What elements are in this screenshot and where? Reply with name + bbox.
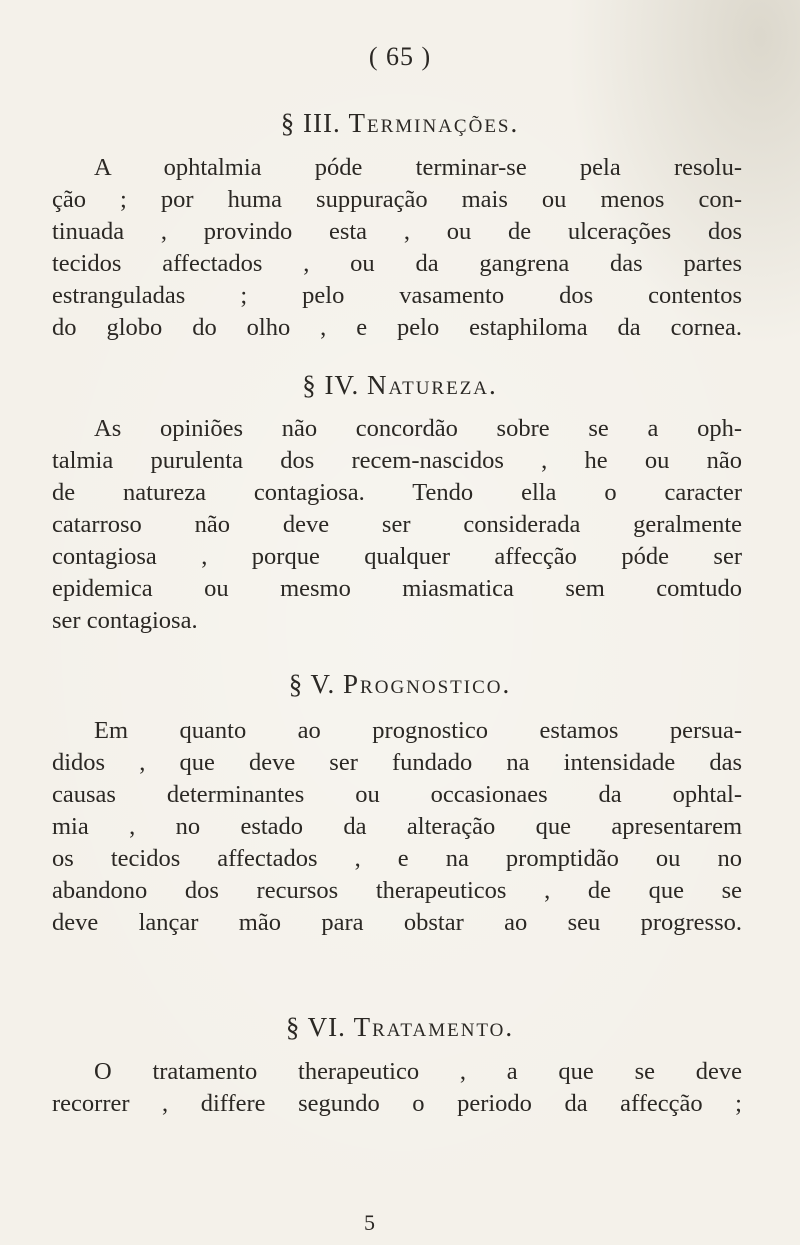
section-number: § IV. <box>302 370 360 400</box>
text-line: ção ; por huma suppuração mais ou menos con- <box>52 186 742 213</box>
section-heading-tratamento <box>0 1012 800 1043</box>
text-line: ser contagiosa. <box>52 607 198 634</box>
text-line: mia , no estado da alteração que apresentarem <box>52 813 742 840</box>
text-line: O tratamento therapeutico , a que se deve <box>94 1058 742 1085</box>
text-line: tinuada , provindo esta , ou de ulcerações dos <box>52 218 742 245</box>
text-line: epidemica ou mesmo miasmatica sem comtudo <box>52 575 742 602</box>
section-heading-natureza <box>0 370 800 401</box>
text-line: recorrer , differe segundo o periodo da affecção ; <box>52 1090 742 1117</box>
section-title: Prognostico. <box>343 669 512 699</box>
text-line: abandono dos recursos therapeuticos , de que se <box>52 877 742 904</box>
section-number: § V. <box>288 669 336 699</box>
text-line: As opiniões não concordão sobre se a oph- <box>94 415 742 442</box>
text-line: talmia purulenta dos recem-nascidos , he ou não <box>52 447 742 474</box>
section-title: Tratamento. <box>353 1012 515 1042</box>
section-heading-prognostico <box>0 669 800 700</box>
text-line: deve lançar mão para obstar ao seu progresso. <box>52 909 742 936</box>
text-line: estranguladas ; pelo vasamento dos contentos <box>52 282 742 309</box>
text-line: do globo do olho , e pelo estaphiloma da cornea. <box>52 314 742 341</box>
section-heading-terminacoes <box>0 108 800 139</box>
text-line: A ophtalmia póde terminar-se pela resolu- <box>94 154 742 181</box>
paragraph-natureza <box>52 413 742 637</box>
text-line: catarroso não deve ser considerada geralmente <box>52 511 742 538</box>
signature-mark: 5 <box>364 1210 375 1235</box>
section-number: § III. <box>280 108 341 138</box>
text-line: didos , que deve ser fundado na intensidade das <box>52 749 742 776</box>
text-line: os tecidos affectados , e na promptidão ou no <box>52 845 742 872</box>
paragraph-terminacoes <box>52 152 742 344</box>
section-title: Natureza. <box>366 370 498 400</box>
page-number: ( 65 ) <box>368 42 432 71</box>
paragraph-tratamento <box>52 1056 742 1120</box>
section-title: Terminações. <box>348 108 520 138</box>
section-number: § VI. <box>285 1012 346 1042</box>
text-line: contagiosa , porque qualquer affecção póde ser <box>52 543 742 570</box>
text-line: tecidos affectados , ou da gangrena das partes <box>52 250 742 277</box>
text-line: causas determinantes ou occasionaes da ophtal- <box>52 781 742 808</box>
paragraph-prognostico <box>52 715 742 939</box>
text-line: Em quanto ao prognostico estamos persua- <box>94 717 742 744</box>
text-line: de natureza contagiosa. Tendo ella o caracter <box>52 479 742 506</box>
